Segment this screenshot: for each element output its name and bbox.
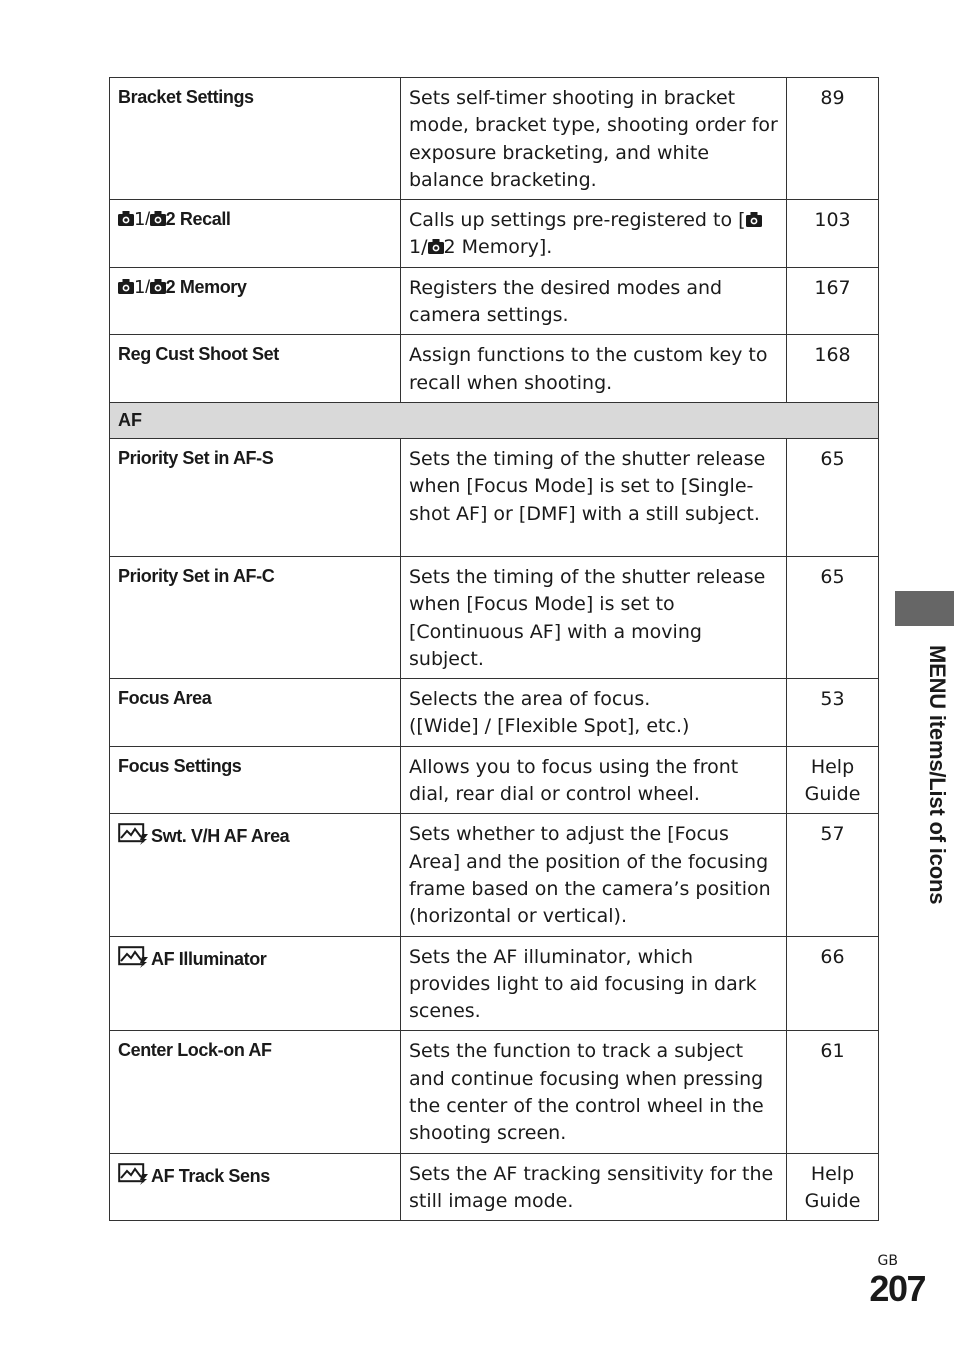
item-description: Registers the desired modes and camera settings.	[401, 267, 787, 335]
description-text: Calls up settings pre-registered to [	[409, 209, 746, 232]
page-reference: 65	[787, 556, 879, 678]
item-label-text: Swt. V/H AF Area	[151, 826, 290, 847]
page-reference: 66	[787, 936, 879, 1031]
item-description: Sets the AF tracking sensitivity for the still image mode.	[401, 1153, 787, 1221]
page-reference: 61	[787, 1031, 879, 1153]
item-description	[401, 200, 787, 268]
table-row	[110, 335, 879, 403]
item-label-text: AF Illuminator	[151, 948, 267, 969]
page-reference: 103	[787, 200, 879, 268]
page-number: 207	[869, 1268, 925, 1309]
item-label-text: 2 Memory	[165, 276, 247, 297]
item-description: Sets the timing of the shutter release when [Focus Mode] is set to [Single-shot AF] or [DMF] with a still subject.	[401, 438, 787, 556]
section-title: AF	[110, 402, 879, 438]
item-label: Focus Area	[110, 679, 401, 747]
item-description	[401, 679, 787, 747]
item-description: Sets the function to track a subject and continue focusing when pressing the center of the control wheel in the shooting screen.	[401, 1031, 787, 1153]
page-reference: 168	[787, 335, 879, 403]
page-reference: 57	[787, 814, 879, 936]
table-row	[110, 200, 879, 268]
item-description: Assign functions to the custom key to recall when shooting.	[401, 335, 787, 403]
camera-icon	[150, 279, 166, 294]
page-reference: 167	[787, 267, 879, 335]
item-description: Sets self-timer shooting in bracket mode, bracket type, shooting order for exposure bracketing, and white balance bracketing.	[401, 78, 787, 200]
still-image-icon	[118, 823, 148, 845]
item-description: Sets whether to adjust the [Focus Area] and the position of the focusing frame based on the camera’s position (horizontal or vertical).	[401, 814, 787, 936]
memory-number: 1	[409, 236, 422, 259]
still-image-icon	[118, 1163, 148, 1185]
section-header-row	[110, 402, 879, 438]
separator: /	[421, 236, 428, 259]
item-label: Bracket Settings	[110, 78, 401, 200]
item-label	[110, 1153, 401, 1221]
chapter-tab-marker	[895, 591, 954, 626]
page-reference: 89	[787, 78, 879, 200]
table-row	[110, 1031, 879, 1153]
item-label: Reg Cust Shoot Set	[110, 335, 401, 403]
camera-icon	[746, 212, 762, 227]
separator: /	[145, 209, 150, 230]
item-label	[110, 936, 401, 1031]
memory-number: 1	[134, 209, 146, 231]
item-label-text: AF Track Sens	[151, 1165, 270, 1186]
page-reference: 65	[787, 438, 879, 556]
description-line: ([Wide] / [Flexible Spot], etc.)	[409, 715, 690, 738]
memory-number: 1	[134, 276, 146, 298]
table-row	[110, 746, 879, 814]
table-row	[110, 267, 879, 335]
item-label: Focus Settings	[110, 746, 401, 814]
still-image-icon	[118, 946, 148, 968]
item-label	[110, 267, 401, 335]
separator: /	[145, 276, 150, 297]
table-row	[110, 814, 879, 936]
item-label-text: 2 Recall	[165, 209, 231, 230]
item-label	[110, 814, 401, 936]
camera-icon	[428, 239, 444, 254]
item-description: Sets the timing of the shutter release when [Focus Mode] is set to [Continuous AF] with a moving subject.	[401, 556, 787, 678]
table-row	[110, 438, 879, 556]
table-row	[110, 78, 879, 200]
page-reference: Help Guide	[787, 746, 879, 814]
description-text: 2 Memory].	[443, 236, 553, 259]
table-row	[110, 679, 879, 747]
region-code: GB	[877, 1253, 898, 1269]
camera-icon	[118, 211, 134, 226]
page-reference: Help Guide	[787, 1153, 879, 1221]
item-label	[110, 200, 401, 268]
table-row	[110, 936, 879, 1031]
item-description: Allows you to focus using the front dial, rear dial or control wheel.	[401, 746, 787, 814]
camera-icon	[150, 211, 166, 226]
menu-items-table	[109, 77, 879, 1221]
chapter-side-label: MENU items/List of icons	[925, 645, 950, 905]
item-label: Center Lock-on AF	[110, 1031, 401, 1153]
table-row	[110, 556, 879, 678]
camera-icon	[118, 279, 134, 294]
item-label: Priority Set in AF-S	[110, 438, 401, 556]
item-label: Priority Set in AF-C	[110, 556, 401, 678]
table-row	[110, 1153, 879, 1221]
page-reference: 53	[787, 679, 879, 747]
description-line: Selects the area of focus.	[409, 688, 651, 711]
item-description: Sets the AF illuminator, which provides light to aid focusing in dark scenes.	[401, 936, 787, 1031]
